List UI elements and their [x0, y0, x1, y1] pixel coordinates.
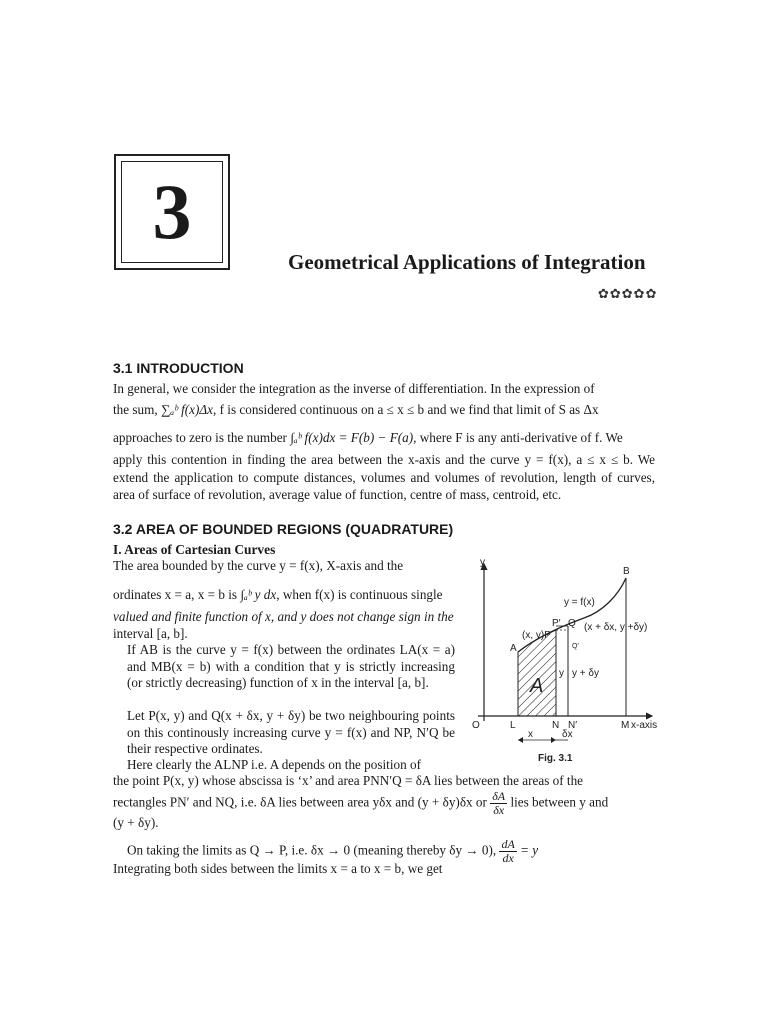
label-x-axis: x-axis — [631, 720, 658, 731]
ornament-divider: ✿✿✿✿✿ — [598, 287, 658, 302]
label-x-dim: x — [528, 729, 533, 740]
derivative-denominator: dx — [502, 851, 514, 865]
label-N: N — [552, 720, 560, 731]
intro-line-3 — [113, 430, 655, 446]
para1-line1: The area bounded by the curve y = f(x), X-axis and the — [113, 558, 404, 573]
para5-text-b: = y — [520, 842, 539, 858]
label-dx-dim: δx — [562, 729, 573, 740]
chapter-number-inner-frame — [121, 161, 223, 263]
intro-line-3-text-b: where F is any anti-derivative of f. We — [419, 430, 623, 445]
label-Nprime: N′ — [568, 720, 578, 731]
para4-line4: (y + δy). — [113, 815, 159, 830]
para4-line1: Here clearly the ALNP i.e. A depends on the position of — [127, 757, 421, 772]
para2: If AB is the curve y = f(x) between the ordinates LA(x = a) and MB(x = b) with a condition that y is strictly increasing (or strictly decreasing) function of x in the interval [a, b]. — [127, 642, 455, 690]
sum-formula: ∑ₐᵇ f(x)Δx, — [161, 402, 217, 417]
fraction-numerator: δA — [492, 789, 506, 803]
section-heading-introduction: 3.1 INTRODUCTION — [113, 360, 244, 376]
fraction-denominator: δx — [493, 803, 505, 817]
para4-line3-text-b: lies between y and — [510, 794, 609, 810]
para4-line3 — [113, 790, 655, 817]
label-L: L — [510, 720, 516, 731]
para1-line3: valued and finite function of x, and y does not change sign in the — [113, 609, 454, 624]
derivative-numerator: dA — [501, 837, 515, 851]
integral-y-dx: ∫ₐᵇ y dx — [240, 587, 277, 602]
label-P-coord: (x, y)P — [522, 630, 551, 641]
label-y: y — [559, 668, 564, 679]
intro-line-2 — [113, 402, 655, 418]
subheading-cartesian-curves: I. Areas of Cartesian Curves — [113, 542, 276, 557]
para1-line2-text-a: ordinates x = a, x = b is — [113, 587, 238, 602]
para1-line2-text-b: , when f(x) is continuous single — [276, 587, 443, 602]
para4-line3-text-a: rectangles PN′ and NQ, i.e. δA lies between area yδx and (y + δy)δx or — [113, 794, 487, 810]
hatched-area-A — [518, 630, 556, 716]
intro-line-2-text-b: f is considered continuous on a ≤ x ≤ b and we find that limit of S as Δx — [219, 402, 599, 417]
label-Pprime: P′ — [552, 618, 561, 629]
para6: Integrating both sides between the limits x = a to x = b, we get — [113, 861, 443, 876]
label-curve: y = f(x) — [564, 597, 595, 608]
chapter-number: 3 — [152, 168, 192, 255]
para1-line4: interval [a, b]. — [113, 626, 188, 641]
fraction-dA-dx — [490, 790, 507, 817]
figure-3-1 — [466, 556, 666, 766]
chapter-number-box — [114, 154, 230, 270]
para5-text-a: On taking the limits as Q → P, i.e. δx → 0 (meaning thereby δy → 0), — [127, 842, 497, 858]
section-heading-area-bounded-regions: 3.2 AREA OF BOUNDED REGIONS (QUADRATURE) — [113, 521, 454, 537]
para1-line2 — [113, 587, 455, 603]
label-origin: O — [472, 720, 480, 731]
intro-line-1: In general, we consider the integration as the inverse of differentiation. In the expression of — [113, 381, 595, 396]
integral-formula: ∫ₐᵇ f(x)dx = F(b) − F(a), — [290, 430, 417, 445]
intro-line-2-text-a: the sum, — [113, 402, 158, 417]
label-A-point: A — [510, 643, 517, 654]
para3: Let P(x, y) and Q(x + δx, y + δy) be two neighbouring points on this continously increasing curve y = f(x) and NP, N′Q be their respective ordinates. — [127, 708, 455, 756]
label-area-A: A — [530, 675, 544, 697]
label-B: B — [623, 566, 630, 577]
label-Q-coord: (x + δx, y +δy) — [584, 622, 648, 633]
chapter-title: Geometrical Applications of Integration — [288, 250, 646, 274]
figure-caption: Fig. 3.1 — [538, 753, 573, 764]
intro-paragraph-rest: apply this contention in finding the area between the x-axis and the curve y = f(x), a ≤ x ≤ b. We extend the application to compute distances, volumes and volumes of revolution, length of curves, area of surface of revolution, average value of function, centre of mass, centroid, etc. — [113, 452, 655, 502]
label-Qprime: Q′ — [572, 643, 579, 650]
label-y-plus-dy: y + δy — [572, 668, 599, 679]
intro-line-3-text-a: approaches to zero is the number — [113, 430, 287, 445]
label-y-axis: y — [480, 557, 485, 568]
label-M: M — [621, 720, 630, 731]
para4-line2: the point P(x, y) whose abscissa is ‘x’ and area PNN′Q = δA lies between the areas of the — [113, 773, 584, 788]
label-Q: Q — [568, 618, 576, 629]
